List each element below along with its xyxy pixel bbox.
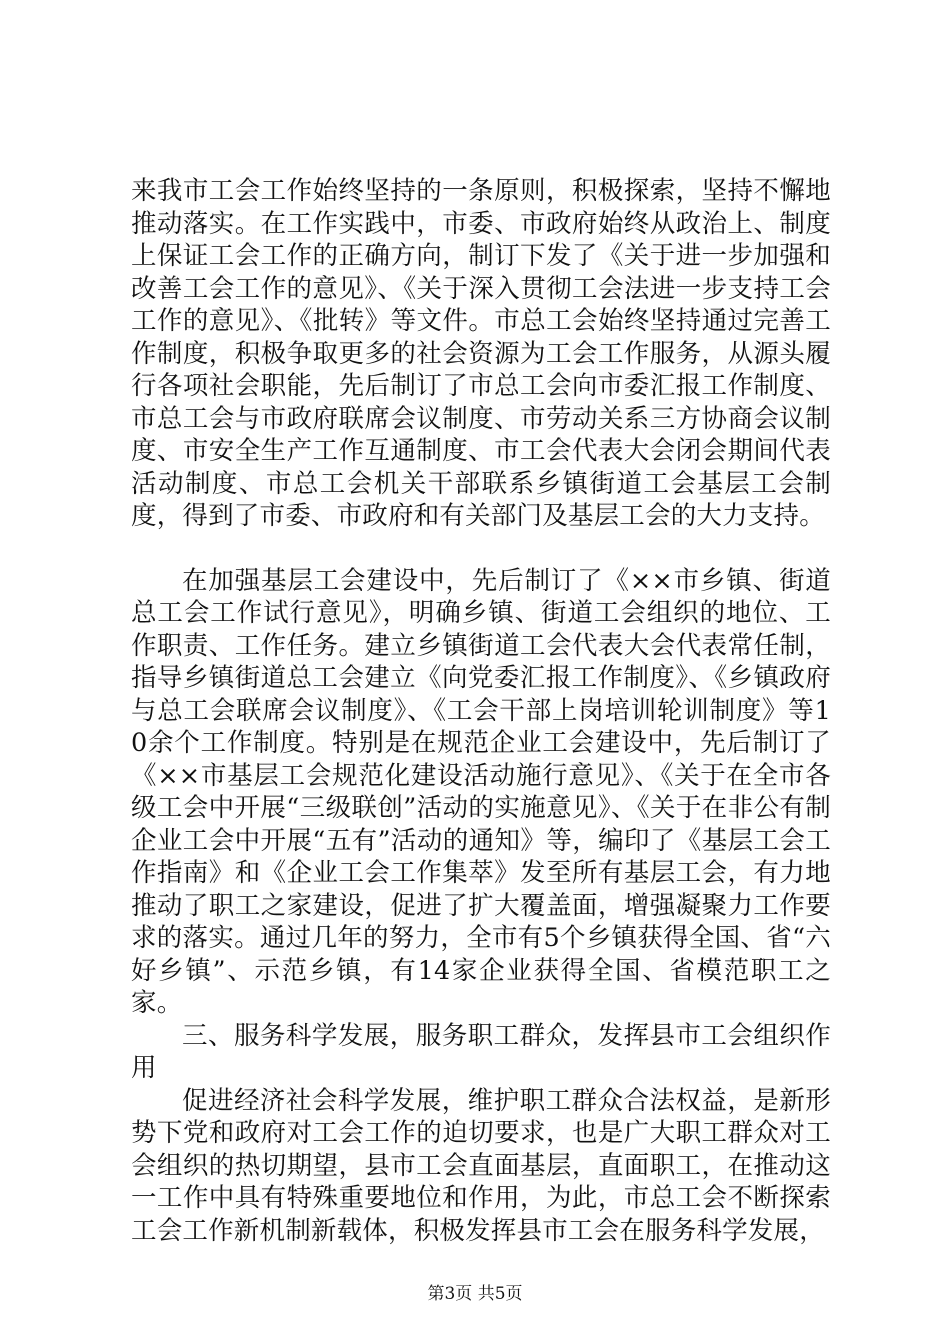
paragraph-science-development: 促进经济社会科学发展，维护职工群众合法权益，是新形势下党和政府对工会工作的迫切要求，也是广大职工群众对工会组织的热切期望，县市工会直面基层，直面职工，在推动这一工作中具有特殊重要地位和作用，为此，市总工会不断探索工会工作新机制新载体，积极发挥县市工会在服务科学发展， [131, 1085, 831, 1246]
page-number-footer: 第3页 共5页 [427, 1284, 523, 1304]
paragraph-grassroots-union: 在加强基层工会建设中，先后制订了《××市乡镇、街道总工会工作试行意见》，明确乡镇、街道工会组织的地位、工作职责、工作任务。建立乡镇街道工会代表大会代表常任制，指导乡镇街道总工会建立《向党委汇报工作制度》、《乡镇政府与总工会联席会议制度》、《工会干部上岗培训轮训制度》等10余个工作制度。特别是在规范企业工会建设中，先后制订了《××市基层工会规范化建设活动施行意见》、《关于在全市各级工会中开展“三级联创”活动的实施意见》、《关于在非公有制企业工会中开展“五有”活动的通知》等，编印了《基层工会工作指南》和《企业工会工作集萃》发至所有基层工会，有力地推动了职工之家建设，促进了扩大覆盖面，增强凝聚力工作要求的落实。通过几年的努力，全市有5个乡镇获得全国、省“六好乡镇”、示范乡镇，有14家企业获得全国、省模范职工之家。 [131, 565, 831, 1018]
section-heading-three: 三、服务科学发展，服务职工群众，发挥县市工会组织作用 [131, 1020, 831, 1083]
paragraph-continuation: 来我市工会工作始终坚持的一条原则，积极探索，坚持不懈地推动落实。在工作实践中，市委、市政府始终从政治上、制度上保证工会工作的正确方向，制订下发了《关于进一步加强和改善工会工作的意见》、《关于深入贯彻工会法进一步支持工会工作的意见》、《批转》等文件。市总工会始终坚持通过完善工作制度，积极争取更多的社会资源为工会工作服务，从源头履行各项社会职能，先后制订了市总工会向市委汇报工作制度、市总工会与市政府联席会议制度、市劳动关系三方协商会议制度、市安全生产工作互通制度、市工会代表大会闭会期间代表活动制度、市总工会机关干部联系乡镇街道工会基层工会制度，得到了市委、市政府和有关部门及基层工会的大力支持。 [131, 176, 831, 531]
document-body [131, 175, 831, 1247]
